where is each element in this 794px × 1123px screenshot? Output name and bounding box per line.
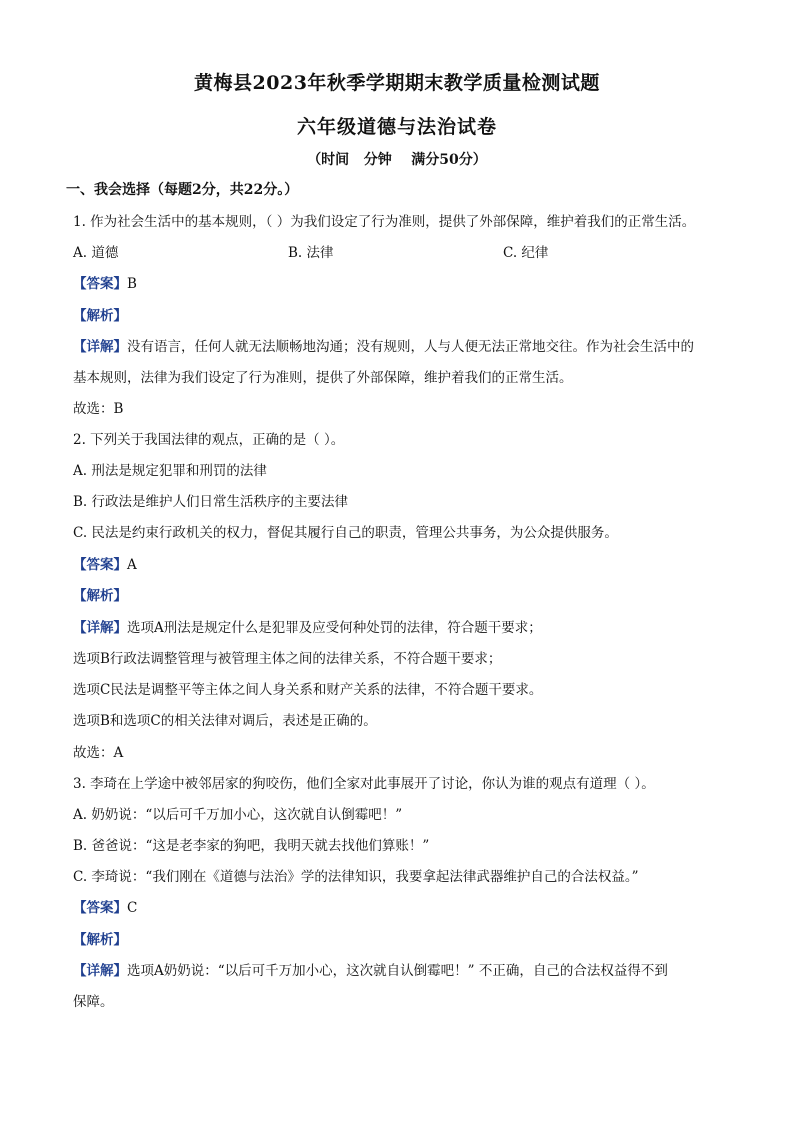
exam-title: 黄梅县2023年秋季学期期末教学质量检测试题: [194, 72, 600, 94]
question-3-option-b: B. 爸爸说：“这是老李家的狗吧，我明天就去找他们算账！”: [73, 838, 430, 854]
question-2-detail-line-2: 选项B行政法调整管理与被管理主体之间的法律关系，不符合题干要求；: [73, 651, 502, 667]
question-3-detail-line-1: [73, 961, 668, 981]
question-2-choice: 故选：A: [73, 745, 124, 761]
question-2-detail-line-4: 选项B和选项C的相关法律对调后，表述是正确的。: [73, 713, 377, 729]
question-3-answer: [73, 898, 137, 918]
exam-subtitle: 六年级道德与法治试卷: [296, 116, 497, 138]
question-2-option-b: B. 行政法是维护人们日常生活秩序的主要法律: [73, 494, 349, 510]
question-1-answer: [73, 274, 137, 294]
question-1-analysis-tag: 【解析】: [73, 308, 127, 324]
detail-text: 选项A刑法是规定什么是犯罪及应受何种处罚的法律，符合题干要求；: [127, 620, 542, 636]
question-1-option-c: C. 纪律: [503, 245, 549, 261]
answer-value: C: [127, 900, 138, 916]
question-1-option-a: A. 道德: [73, 245, 119, 261]
answer-tag: 【答案】: [73, 900, 127, 916]
question-3-analysis-tag: 【解析】: [73, 932, 127, 948]
question-3-detail-line-2: 保障。: [73, 994, 114, 1010]
question-1-stem: 1. 作为社会生活中的基本规则，（ ）为我们设定了行为准则，提供了外部保障，维护着我们的正常生活。: [73, 214, 696, 230]
question-3-option-a: A. 奶奶说：“以后可千万加小心，这次就自认倒霉吧！”: [73, 807, 403, 823]
question-2-stem: 2. 下列关于我国法律的观点，正确的是（ ）。: [73, 432, 345, 448]
question-2-detail-line-3: 选项C民法是调整平等主体之间人身关系和财产关系的法律，不符合题干要求。: [73, 682, 543, 698]
exam-meta: （时间 分钟 满分50分）: [307, 152, 487, 168]
detail-tag: 【详解】: [73, 339, 127, 355]
question-3-option-c: C. 李琦说：“我们刚在《道德与法治》学的法律知识，我要拿起法律武器维护自己的合法权益。”: [73, 869, 639, 885]
question-1-detail-line-2: 基本规则，法律为我们设定了行为准则，提供了外部保障，维护着我们的正常生活。: [73, 370, 573, 386]
question-2-answer: [73, 555, 137, 575]
detail-text: 选项A奶奶说：“以后可千万加小心，这次就自认倒霉吧！” 不正确，自己的合法权益得不到: [127, 963, 668, 979]
detail-tag: 【详解】: [73, 963, 127, 979]
question-2-option-a: A. 刑法是规定犯罪和刑罚的法律: [73, 463, 267, 479]
question-2-option-c: C. 民法是约束行政机关的权力，督促其履行自己的职责，管理公共事务，为公众提供服务。: [73, 525, 618, 541]
question-1-detail-line-1: [73, 337, 694, 357]
answer-value: B: [127, 276, 137, 292]
detail-tag: 【详解】: [73, 620, 127, 636]
answer-tag: 【答案】: [73, 276, 127, 292]
detail-text: 没有语言，任何人就无法顺畅地沟通；没有规则，人与人便无法正常地交往。作为社会生活中的: [127, 339, 694, 355]
section-heading: 一、我会选择（每题2分，共22分。）: [66, 182, 299, 198]
question-1-choice: 故选：B: [73, 401, 124, 417]
question-1-option-b: B. 法律: [288, 245, 334, 261]
question-2-detail-line-1: [73, 618, 542, 638]
question-3-stem: 3. 李琦在上学途中被邻居家的狗咬伤，他们全家对此事展开了讨论，你认为谁的观点有道理（ ）。: [73, 776, 655, 792]
question-2-analysis-tag: 【解析】: [73, 588, 127, 604]
answer-tag: 【答案】: [73, 557, 127, 573]
answer-value: A: [127, 557, 137, 573]
